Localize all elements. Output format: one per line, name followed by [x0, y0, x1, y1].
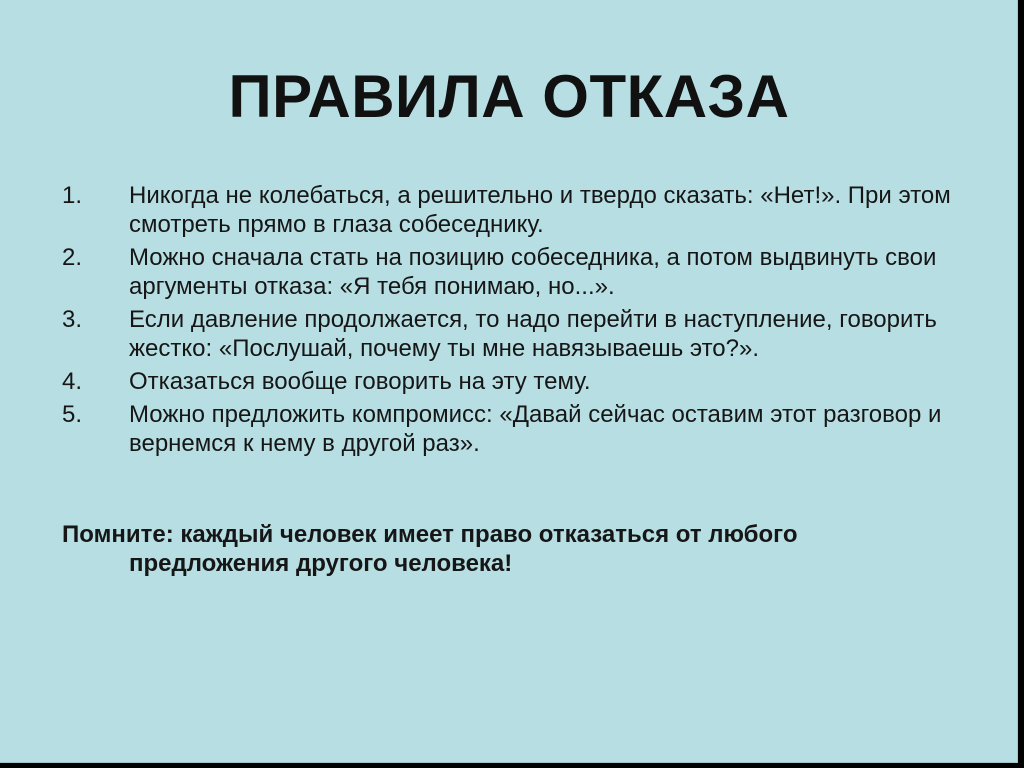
- rule-item-3: [62, 305, 962, 363]
- rule-number: 3.: [62, 306, 83, 333]
- rule-item-5: [62, 400, 962, 458]
- rule-text: Можно сначала стать на позицию собеседника, а потом выдвинуть свои аргументы отказа: «Я тебя понимаю, но...».: [129, 244, 937, 300]
- rule-number: 4.: [62, 368, 83, 395]
- rule-text: Если давление продолжается, то надо перейти в наступление, говорить жестко: «Послушай, почему ты мне навязываешь это?».: [129, 306, 937, 362]
- rule-item-1: [62, 181, 962, 239]
- rule-item-4: [62, 367, 962, 396]
- rule-number: 1.: [62, 182, 83, 209]
- rule-item-2: [62, 243, 962, 301]
- rule-text: Отказаться вообще говорить на эту тему.: [129, 368, 591, 395]
- rule-number: 5.: [62, 401, 83, 428]
- rule-text: Никогда не колебаться, а решительно и твердо сказать: «Нет!». При этом смотреть прямо в глаза собеседнику.: [129, 182, 951, 238]
- slide-title: ПРАВИЛА ОТКАЗА: [228, 63, 790, 130]
- rules-list: [62, 181, 962, 462]
- rule-text: Можно предложить компромисс: «Давай сейчас оставим этот разговор и вернемся к нему в другой раз».: [129, 401, 942, 457]
- rule-number: 2.: [62, 244, 83, 271]
- remember-note: Помните: каждый человек имеет право отказаться от любого предложения другого человека!: [62, 521, 798, 577]
